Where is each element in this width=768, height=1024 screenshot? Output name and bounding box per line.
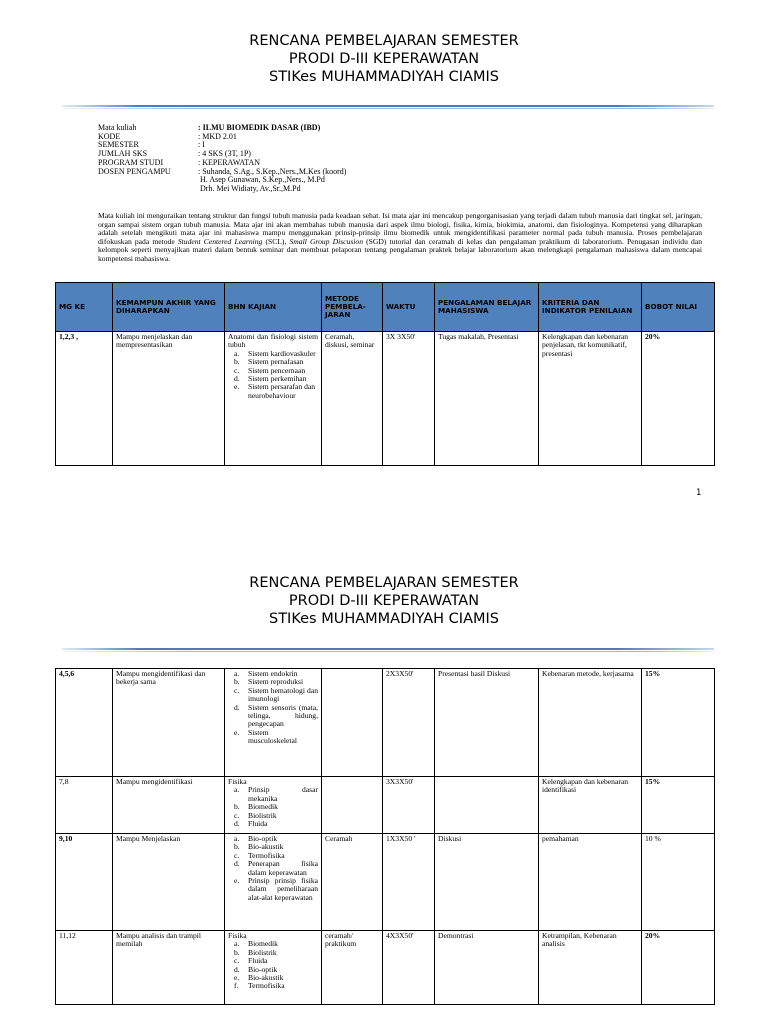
list-item: e. Prinsip prinsip fisika dalam pemeliharaan alat-alat keperawatan (234, 876, 318, 902)
cell-metode (322, 669, 383, 777)
table-row (56, 669, 715, 777)
page2-header (0, 574, 768, 628)
bahan-list (228, 940, 318, 990)
list-item: b. Sistem pernafasan (234, 357, 304, 367)
header-title-line1: RENCANA PEMBELAJARAN SEMESTER (249, 33, 519, 49)
cell-kriteria: Kebenaran metode, kerjasama (539, 669, 642, 777)
list-item: c. Termofisika (234, 850, 285, 860)
list-item: a. Sistem kardiovaskuler (234, 348, 316, 358)
meta-lecturer-3: Drh. Mei Widiaty, Av.,Sr.,M.Pd (200, 183, 301, 193)
header-metode: METODE PEMBELA-JARAN (322, 283, 383, 332)
meta-label: PROGRAM STUDI (98, 157, 164, 167)
meta-lecturer-2: H. Asep Gunawan, S.Kep.,Ners., M.Pd (200, 175, 325, 185)
bahan-list (228, 786, 318, 828)
list-item: d. Sistem perkemihan (234, 374, 307, 384)
cell-bobot: 15% (642, 669, 715, 777)
meta-value: : Suhanda, S.Ag., S.Kep.,Ners.,M.Kes (koord) (198, 166, 347, 176)
cell-metode: Ceramah (322, 834, 383, 931)
meta-label: Mata kuliah (98, 123, 137, 132)
list-item: e. Bio-akustik (234, 973, 284, 983)
description-text: (SGD) tutorial dan ceramah di kelas dan pengalaman praktikum di laboratorium. Penugasan individu dan kelompok seperti menyajikan materi dalam bentuk seminar dan membuat pelaporan tentang pengalaman praktek belajar laboratorium akan melengkapi pengalaman mahasiswa dalam mencapai kompetensi mahasiswa. (98, 236, 702, 263)
meta-value: : I (198, 140, 205, 150)
meta-value: : KEPERAWATAN (198, 157, 261, 167)
list-item: d. Sistem sensoris (mata, telinga, hidung, pengecapan (234, 702, 318, 729)
course-description (98, 212, 702, 264)
cell-kemampuan: Mampu menjelaskan dan mempresentasikan (113, 332, 225, 466)
list-item: b. Bio-akustik (234, 842, 284, 852)
bahan-list (228, 350, 318, 400)
header-kemampuan: KEMAMPUN AKHIR YANG DIHARAPKAN (113, 283, 225, 332)
cell-kriteria: Ketrampilan, Kebenaran analisis (539, 931, 642, 1005)
cell-pengalaman: Diskusi (435, 834, 539, 931)
header-bobot: BOBOT NILAI (642, 283, 715, 332)
cell-pengalaman: Tugas makalah, Presentasi (435, 332, 539, 466)
list-item: a. Sistem endokrin (234, 669, 298, 678)
cell-bobot: 10 % (642, 834, 715, 931)
table-header-row (56, 283, 715, 332)
list-item: f. Termofisika (234, 981, 285, 991)
list-item: a. Bio-optik (234, 834, 278, 843)
cell-bobot: 20% (642, 931, 715, 1005)
cell-bahan (225, 834, 322, 931)
header-title-line2: PRODI D-III KEPERAWATAN (288, 593, 480, 609)
cell-mg: 7,8 (56, 777, 113, 834)
cell-mg: 1,2,3 , (56, 332, 113, 466)
cell-pengalaman: Demontrasi (435, 931, 539, 1005)
cell-bahan (225, 669, 322, 777)
cell-bahan (225, 931, 322, 1005)
cell-metode: ceramah/ praktikum (322, 931, 383, 1005)
list-item: d. Bio-optik (234, 964, 278, 974)
meta-value: : 4 SKS (3T, 1P) (198, 149, 251, 159)
table-row (56, 834, 715, 931)
bahan-intro: Fisika (228, 777, 247, 786)
description-sgd: Small Group Discusion (289, 236, 364, 246)
cell-bobot: 15% (642, 777, 715, 834)
cell-waktu: 3X 3X50' (383, 332, 435, 466)
list-item: c. Sistem hematologi dan imunologi (234, 685, 318, 704)
meta-value: : ILMU BIOMEDIK DASAR (IBD) (198, 123, 321, 132)
list-item: b. Biolistrik (234, 947, 277, 957)
list-item: d. Fluida (234, 819, 268, 829)
header-mg: MG KE (56, 283, 113, 332)
cell-kemampuan: Mampu mengidentifikasi (113, 777, 225, 834)
list-item: b. Biomedik (234, 802, 278, 812)
page-number: 1 (696, 488, 702, 498)
cell-pengalaman: Presentasi hasil Diskusi (435, 669, 539, 777)
rps-table-page1 (55, 282, 715, 466)
header-kriteria: KRITERIA DAN INDIKATOR PENILAIAN (539, 283, 642, 332)
cell-kemampuan: Mampu Menjelaskan (113, 834, 225, 931)
description-text: (SCL), (262, 236, 290, 246)
cell-waktu: 2X3X50' (383, 669, 435, 777)
list-item: e. Sistem musculoskeletal (234, 727, 297, 746)
meta-label: DOSEN PENGAMPU (98, 166, 171, 176)
cell-bahan (225, 777, 322, 834)
header-bahan: BHN KAJIAN (225, 283, 322, 332)
bahan-intro: Anatomi dan fisiologi sistem tubuh (228, 332, 318, 350)
table-row (56, 931, 715, 1005)
bahan-list (228, 835, 318, 902)
cell-mg: 9,10 (56, 834, 113, 931)
cell-kemampuan: Mampu mengidentifikasi dan bekerja sama (113, 669, 225, 777)
cell-kriteria: pemahaman (539, 834, 642, 931)
meta-label: JUMLAH SKS (98, 149, 148, 159)
course-metadata (98, 124, 346, 194)
table-row (56, 777, 715, 834)
cell-waktu: 4X3X50' (383, 931, 435, 1005)
list-item: a. Prinsip dasar mekanika (234, 785, 318, 803)
table-row (56, 332, 715, 466)
list-item: c. Sistem pencernaan (234, 365, 306, 375)
meta-label: KODE (98, 131, 121, 141)
description-scl: Student Centered Learning (177, 236, 263, 246)
cell-bahan (225, 332, 322, 466)
rps-table-page2 (55, 668, 715, 1005)
cell-mg: 11,12 (56, 931, 113, 1005)
header-title-line1: RENCANA PEMBELAJARAN SEMESTER (249, 575, 519, 591)
cell-metode: Ceramah, diskusi, seminar (322, 332, 383, 466)
bahan-list (228, 670, 318, 746)
bahan-intro: Fisika (228, 931, 247, 940)
list-item: e. Sistem persarafan dan neurobehaviour (234, 382, 316, 400)
header-title-line3: STIKes MUHAMMADIYAH CIAMIS (268, 611, 499, 627)
header-pengalaman: PENGALAMAN BELAJAR MAHASISWA (435, 283, 539, 332)
cell-waktu: 3X3X50' (383, 777, 435, 834)
description-text: Mata kuliah ini menguraikan tentang struktur dan fungsi tubuh manusia pada keadaan sehat. Isi mata ajar ini mencakup pengorganisasian yang terjadi dalam tubuh manusia dari tingkat sel, jaringan, organ sampai sistem organ tubuh manusia. Mata ajar ini akan membahas tubuh manusia dari aspek ilmu biologi, fisika, kimia, biokimia, anatomi, dan fisiologinya. Kompetensi yang diharapkan adalah setelah mengikuti mata ajar ini mahasiswa mampu menggunakan prinsip-prinsip ilmu biomedik untuk mengidentifikasi parameter normal pada tubuh manusia. Proses pembelajaran difokuskan pada metode (98, 211, 702, 246)
header-title-line3: STIKes MUHAMMADIYAH CIAMIS (268, 69, 499, 85)
cell-mg: 4,5,6 (56, 669, 113, 777)
list-item: b. Sistem reproduksi (234, 677, 304, 687)
meta-value: : MKD 2.01 (198, 131, 237, 141)
page1-header (0, 32, 768, 86)
cell-kriteria: Kelengkapan dan kebenaran identifikasi (539, 777, 642, 834)
list-item: d. Penerapan fisika dalam keperawatan (234, 859, 318, 877)
cell-kemampuan: Mampu analisis dan trampil memilah (113, 931, 225, 1005)
header-title-line2: PRODI D-III KEPERAWATAN (288, 51, 480, 67)
cell-pengalaman (435, 777, 539, 834)
meta-label: SEMESTER (98, 140, 139, 150)
list-item: c. Biolistrik (234, 810, 277, 820)
header-waktu: WAKTU (383, 283, 435, 332)
cell-metode (322, 777, 383, 834)
list-item: a. Biomedik (234, 939, 278, 949)
cell-waktu: 1X3X50 ' (383, 834, 435, 931)
list-item: c. Fluida (234, 956, 268, 966)
cell-kriteria: Kelengkapan dan kebenaran penjelasan, tkt komunikatif, presentasi (539, 332, 642, 466)
cell-bobot: 20% (642, 332, 715, 466)
